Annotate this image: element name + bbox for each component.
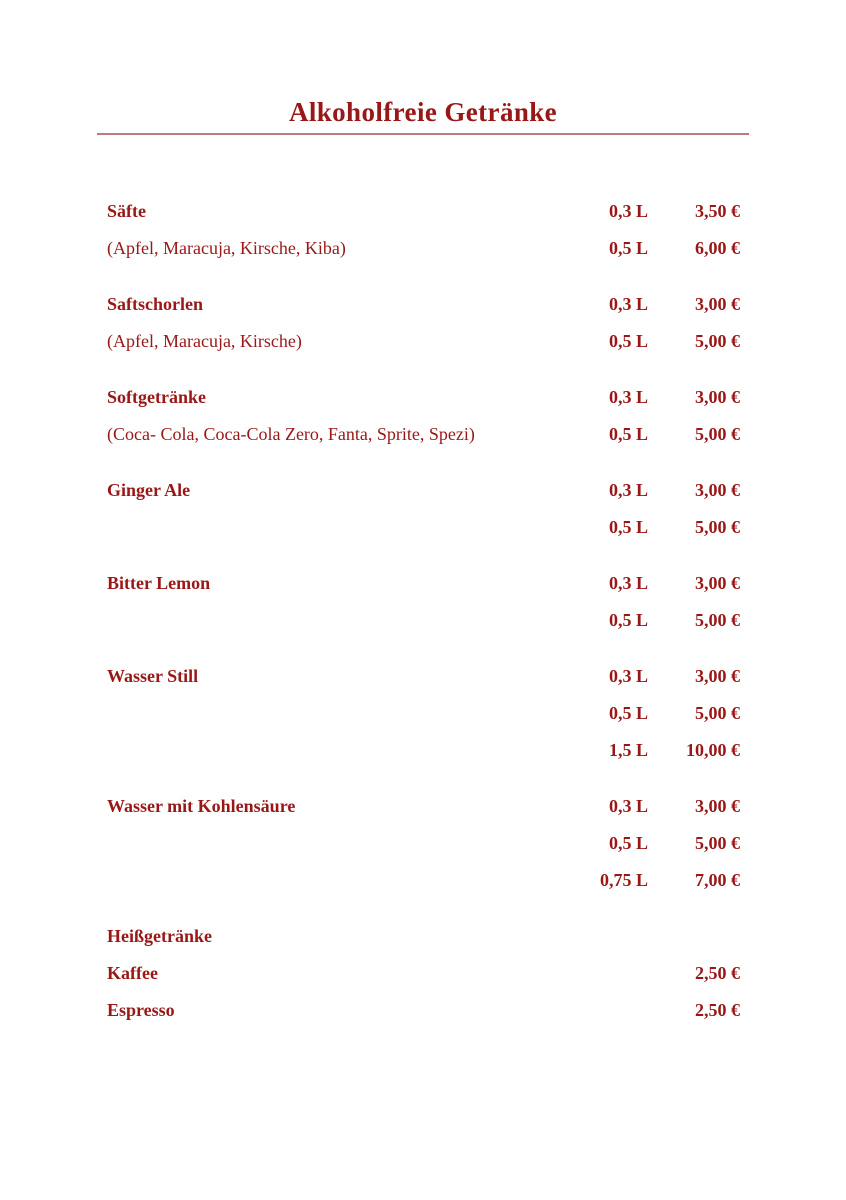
menu-row <box>107 955 740 992</box>
title-underline <box>97 133 749 135</box>
item-size: 0,3 L <box>608 796 648 816</box>
menu-group-saefte <box>107 193 740 267</box>
item-note: (Apfel, Maracuja, Kirsche) <box>107 331 302 351</box>
menu-group-wasser-mit-kohlensaeure <box>107 788 740 899</box>
item-price: 3,00 € <box>695 666 740 686</box>
menu-row <box>107 193 740 230</box>
item-name: Wasser Still <box>107 666 199 686</box>
menu-row <box>107 825 740 862</box>
item-price: 3,00 € <box>695 387 740 407</box>
item-size: 0,3 L <box>608 201 648 221</box>
item-price: 5,00 € <box>695 424 740 444</box>
menu-group-wasser-still <box>107 658 740 769</box>
item-size: 0,3 L <box>608 573 648 593</box>
item-price: 5,00 € <box>695 517 740 537</box>
item-name: Espresso <box>107 1000 175 1020</box>
item-note: (Coca- Cola, Coca-Cola Zero, Fanta, Sprite, Spezi) <box>107 424 475 444</box>
item-size: 0,3 L <box>608 480 648 500</box>
item-price: 5,00 € <box>695 703 740 723</box>
item-note: (Apfel, Maracuja, Kirsche, Kiba) <box>107 238 346 258</box>
item-size: 0,5 L <box>608 238 648 258</box>
item-price: 5,00 € <box>695 331 740 351</box>
item-size: 1,5 L <box>608 740 648 760</box>
menu-row <box>107 379 740 416</box>
item-price: 5,00 € <box>695 833 740 853</box>
item-size: 0,5 L <box>608 610 648 630</box>
menu-group-bitter-lemon <box>107 565 740 639</box>
menu-row <box>107 788 740 825</box>
menu-group-saftschorlen <box>107 286 740 360</box>
menu-row <box>107 992 740 1029</box>
menu-row <box>107 472 740 509</box>
menu-row <box>107 509 740 546</box>
item-price: 3,00 € <box>695 480 740 500</box>
item-size: 0,3 L <box>608 666 648 686</box>
menu-row <box>107 862 740 899</box>
menu-row <box>107 658 740 695</box>
item-name: Ginger Ale <box>107 480 191 500</box>
item-size: 0,5 L <box>608 517 648 537</box>
menu-header <box>0 95 846 135</box>
menu-row <box>107 323 740 360</box>
item-price: 3,00 € <box>695 573 740 593</box>
menu-row <box>107 565 740 602</box>
item-size: 0,5 L <box>608 833 648 853</box>
item-price: 10,00 € <box>686 740 740 760</box>
item-price: 2,50 € <box>695 1000 740 1020</box>
item-name: Kaffee <box>107 963 158 983</box>
item-name: Wasser mit Kohlensäure <box>107 796 296 816</box>
item-name: Softgetränke <box>107 387 206 407</box>
section-header: Heißgetränke <box>107 926 212 946</box>
item-size: 0,3 L <box>608 294 648 314</box>
item-price: 7,00 € <box>695 870 740 890</box>
item-name: Saftschorlen <box>107 294 203 314</box>
item-size: 0,75 L <box>599 870 648 890</box>
menu-row <box>107 695 740 732</box>
item-price: 6,00 € <box>695 238 740 258</box>
item-price: 3,00 € <box>695 796 740 816</box>
page-title: Alkoholfreie Getränke <box>288 97 558 127</box>
item-price: 5,00 € <box>695 610 740 630</box>
item-size: 0,5 L <box>608 703 648 723</box>
menu-row <box>107 416 740 453</box>
menu-row <box>107 918 740 955</box>
menu-row <box>107 602 740 639</box>
item-size: 0,5 L <box>608 424 648 444</box>
menu-content <box>107 193 740 1029</box>
menu-group-heissgetraenke <box>107 918 740 1029</box>
item-name: Säfte <box>107 201 146 221</box>
item-price: 3,50 € <box>695 201 740 221</box>
item-name: Bitter Lemon <box>107 573 211 593</box>
menu-row <box>107 286 740 323</box>
item-size: 0,3 L <box>608 387 648 407</box>
item-price: 3,00 € <box>695 294 740 314</box>
menu-row <box>107 732 740 769</box>
menu-group-softgetraenke <box>107 379 740 453</box>
menu-row <box>107 230 740 267</box>
menu-group-ginger-ale <box>107 472 740 546</box>
item-size: 0,5 L <box>608 331 648 351</box>
item-price: 2,50 € <box>695 963 740 983</box>
